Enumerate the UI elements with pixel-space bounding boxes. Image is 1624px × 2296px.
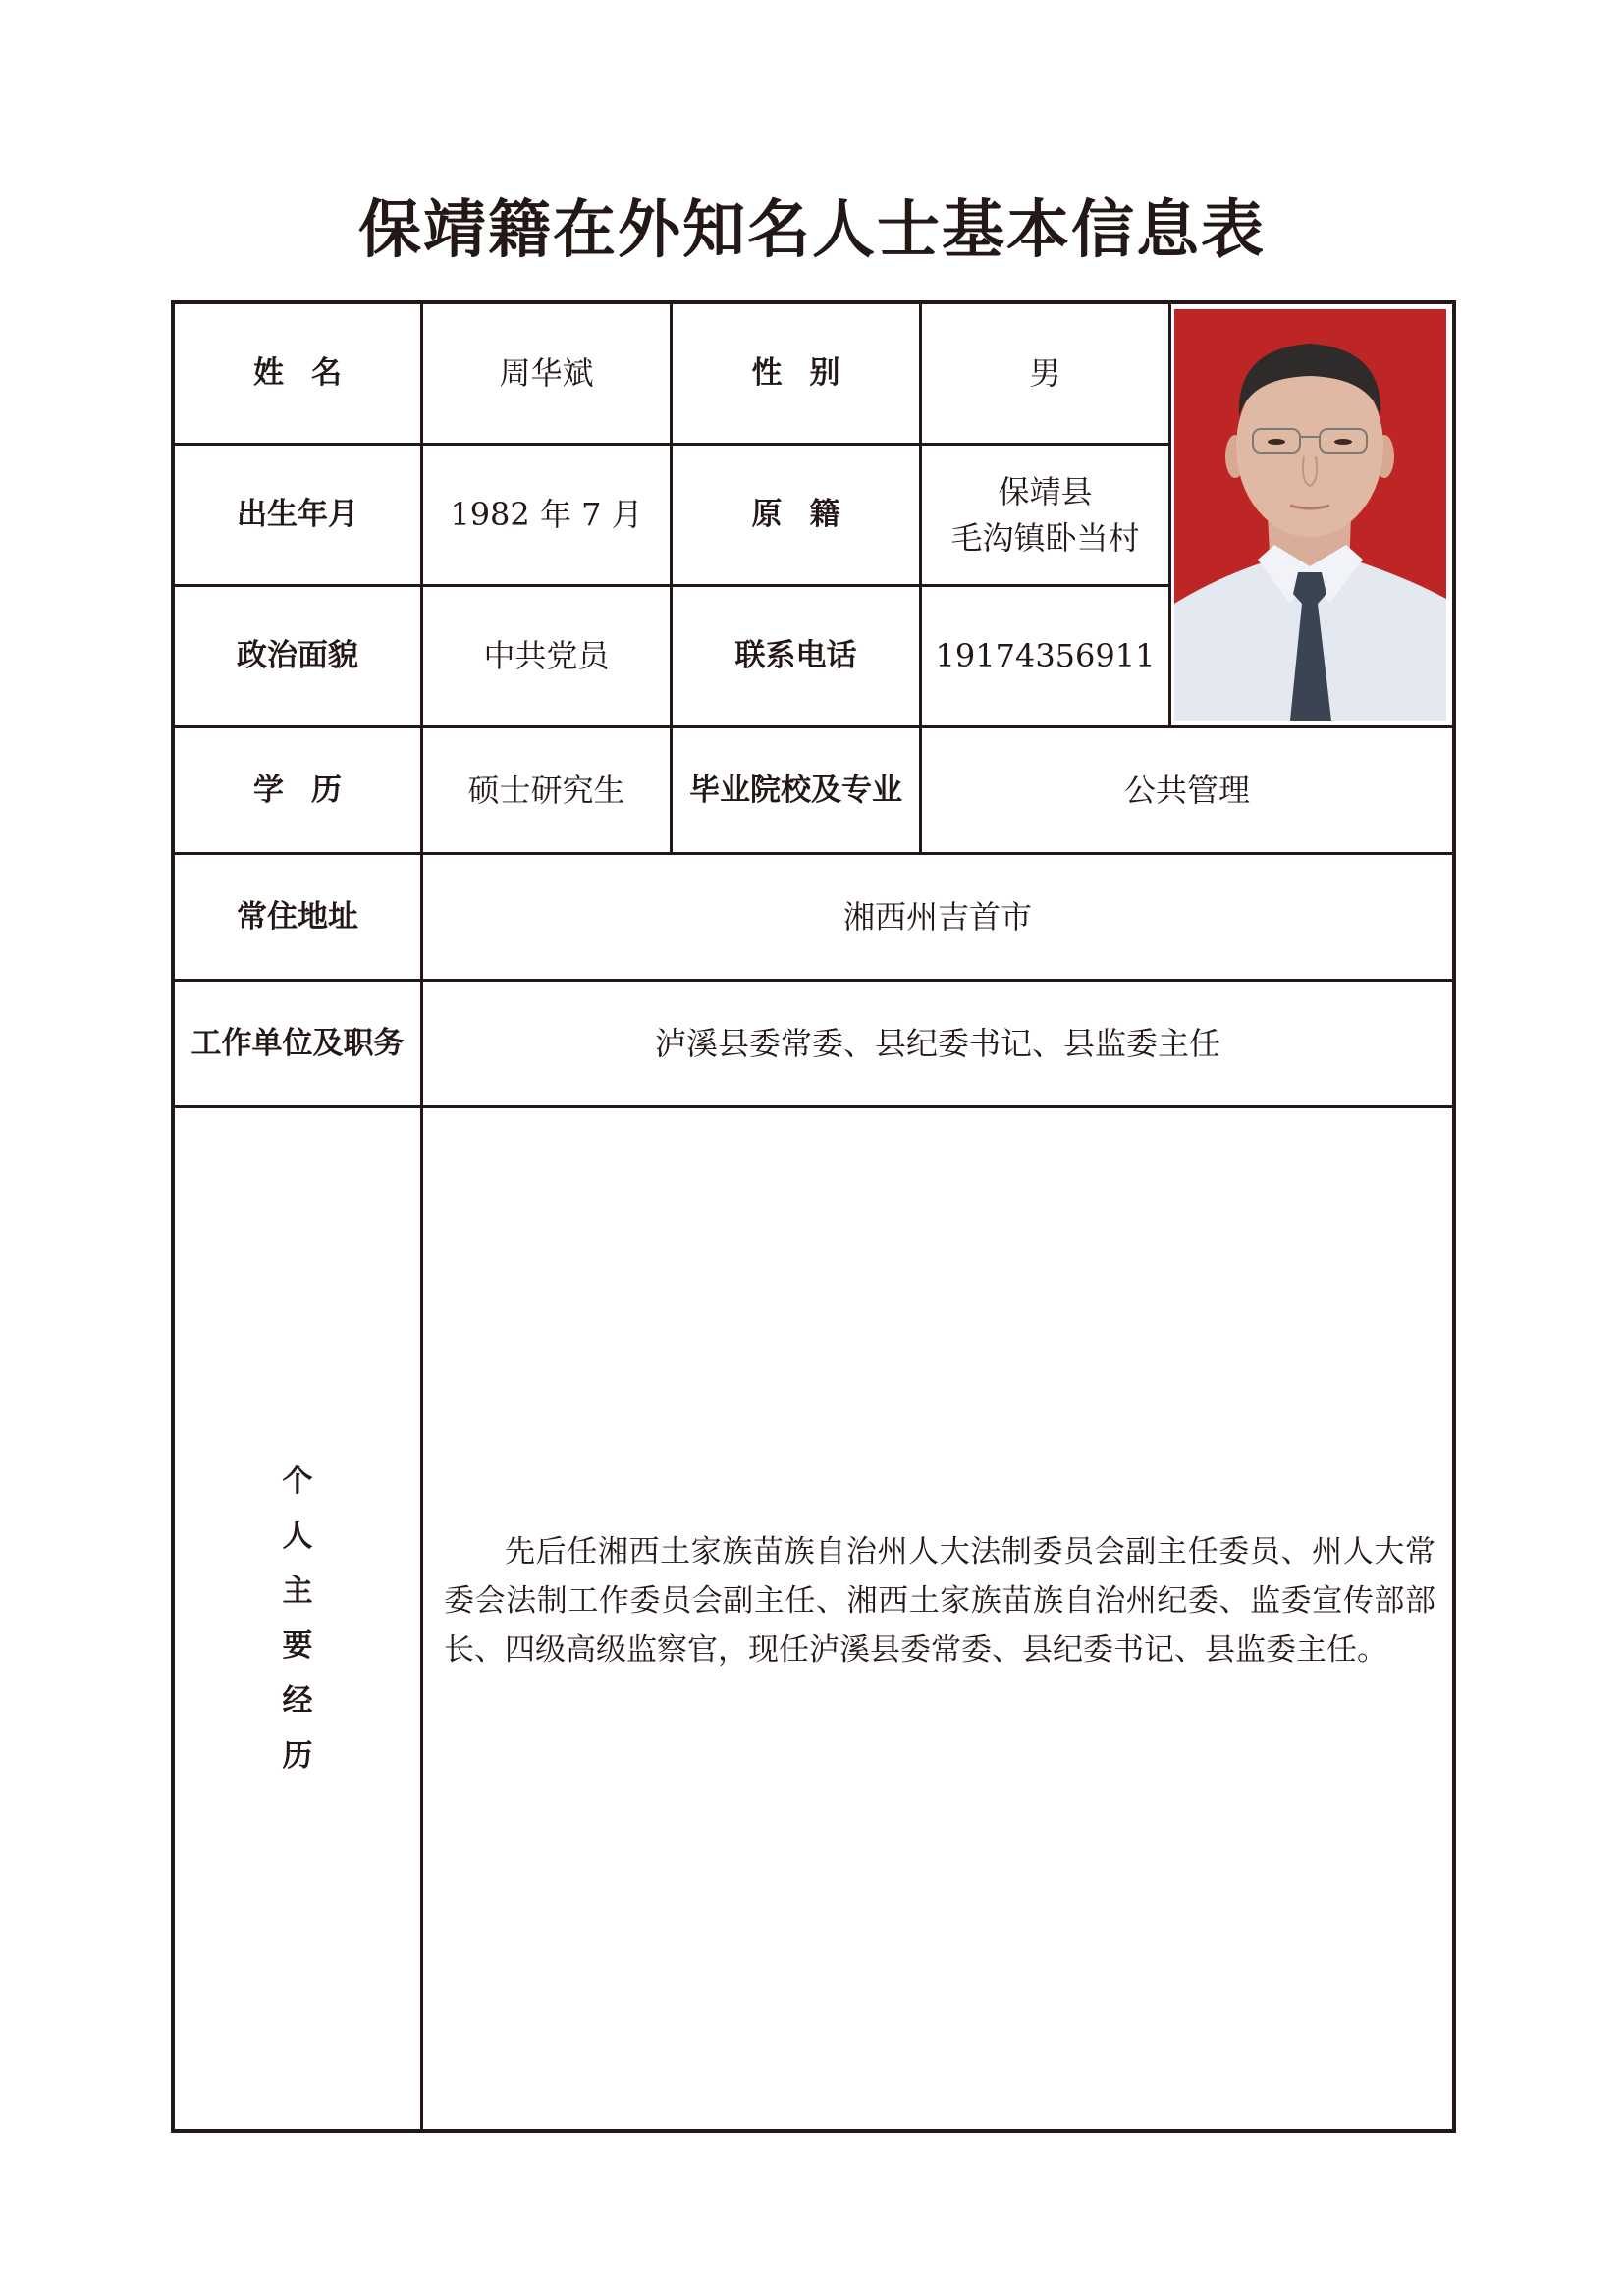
table-border-right xyxy=(1452,300,1456,2133)
resume-label-char: 历 xyxy=(282,1738,313,1774)
education-value: 硕士研究生 xyxy=(467,771,625,809)
work-value: 泸溪县委常委、县纪委书记、县监委主任 xyxy=(654,1024,1220,1062)
name-label: 姓名 xyxy=(253,355,369,392)
education-label: 学历 xyxy=(253,772,369,808)
address-label: 常住地址 xyxy=(237,898,358,934)
gender-value: 男 xyxy=(1029,354,1061,393)
table-border-bottom xyxy=(171,2129,1456,2133)
address-value: 湘西州吉首市 xyxy=(842,897,1032,935)
political-status-label: 政治面貌 xyxy=(237,638,358,674)
birth-label: 出生年月 xyxy=(237,497,358,533)
work-label: 工作单位及职务 xyxy=(190,1025,405,1061)
phone-value: 19174356911 xyxy=(935,637,1156,675)
gender-label: 性别 xyxy=(751,355,868,392)
resume-text: 先后任湘西土家族苗族自治州人大法制委员会副主任委员、州人大常委会法制工作委员会副主任、湘西土家族苗族自治州纪委、监委宣传部部长、四级高级监察官，现任泸溪县委常委、县纪委书记、县监委主任。 xyxy=(444,1534,1435,1668)
resume-label-char: 要 xyxy=(282,1629,313,1664)
origin-value-line2: 毛沟镇卧当村 xyxy=(950,518,1140,557)
origin-value xyxy=(922,446,1168,584)
resume-label-char: 个 xyxy=(282,1464,313,1499)
resume-label-char: 经 xyxy=(282,1683,313,1719)
portrait-image xyxy=(1174,309,1446,721)
political-status-value: 中共党员 xyxy=(483,637,610,675)
school-major-value: 公共管理 xyxy=(1123,771,1250,809)
page-title: 保靖籍在外知名人士基本信息表 xyxy=(358,193,1266,267)
birth-value: 1982 年 7 月 xyxy=(450,496,643,534)
resume-label-char: 人 xyxy=(282,1519,313,1554)
resume-label-char: 主 xyxy=(282,1574,313,1609)
phone-label: 联系电话 xyxy=(734,638,857,674)
col-divider xyxy=(1168,300,1171,727)
name-value: 周华斌 xyxy=(499,354,594,393)
portrait-photo xyxy=(1174,309,1446,721)
origin-value-line1: 保靖县 xyxy=(998,473,1093,511)
origin-label: 原籍 xyxy=(751,497,868,533)
resume-label xyxy=(175,1108,420,2129)
school-major-label: 毕业院校及专业 xyxy=(689,772,902,808)
